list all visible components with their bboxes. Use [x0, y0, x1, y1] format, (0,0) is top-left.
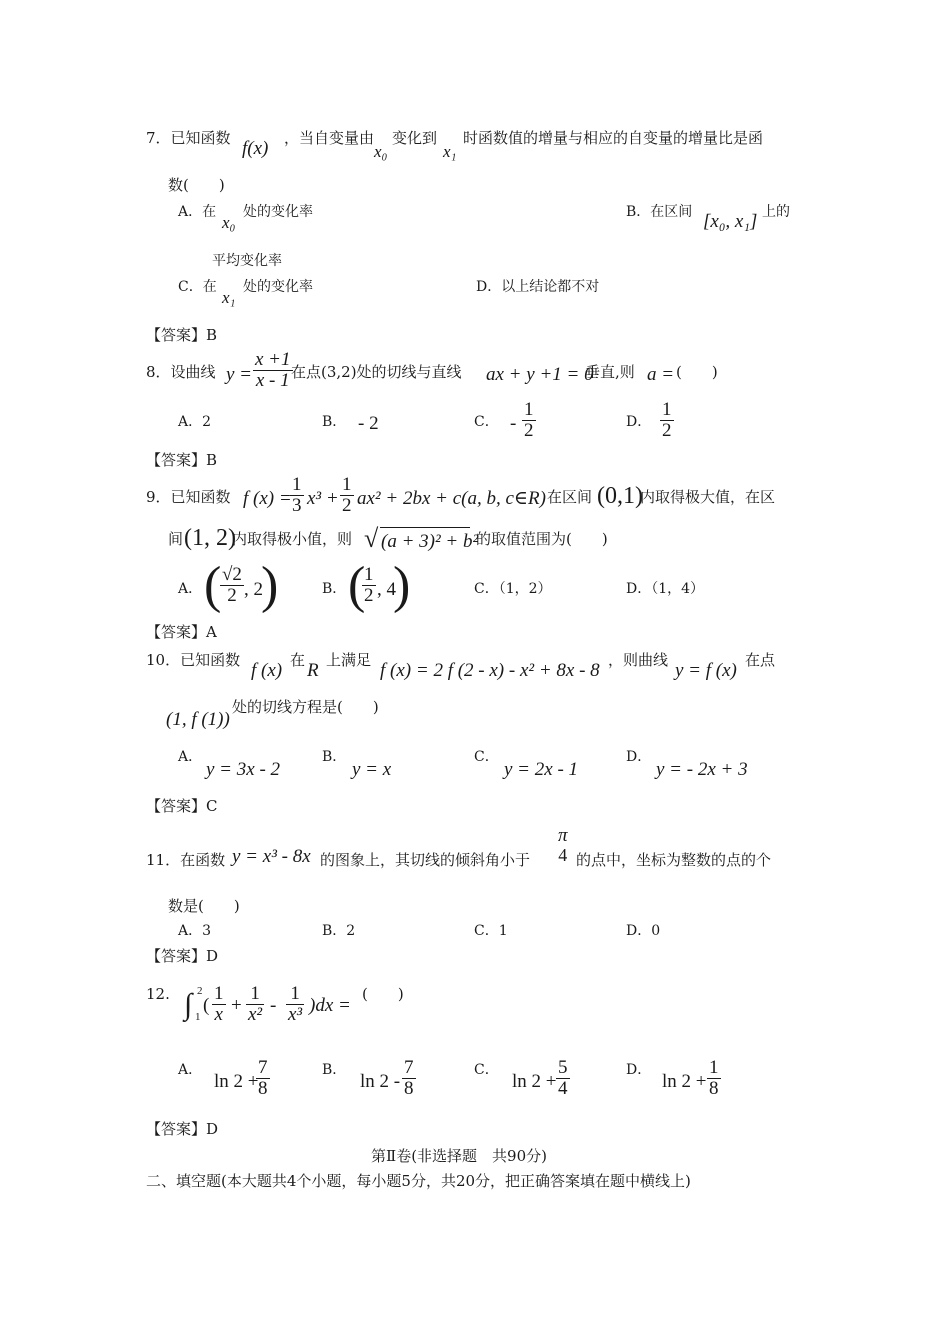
q7-option-b-interval: [x₀, x₁] [703, 211, 758, 232]
q9-option-d: D．（1，4） [626, 581, 705, 597]
q12-frac-2-den: x² [248, 1003, 263, 1025]
q7-option-a-text: 处的变化率 [243, 204, 313, 220]
q12-option-d-ln: ln 2 + [662, 1071, 707, 1092]
q10-answer: 【答案】C [146, 797, 218, 815]
q9-sqrt-bar [380, 527, 470, 528]
q8-option-d: D． [626, 414, 652, 430]
q10-stem-start: 10．已知函数 [146, 651, 241, 669]
q10-option-d: D． [626, 749, 652, 765]
q7-stem-start: 7．已知函数 [146, 129, 231, 147]
q10-text-5: 处的切线方程是( ) [232, 698, 379, 716]
q8-fraction-den: x - 1 [255, 369, 290, 391]
q9-option-a-num: √2 [222, 564, 242, 585]
q8-text-2: 垂直,则 [585, 363, 635, 381]
q9-option-a-rparen: ) [261, 557, 279, 614]
q12-minus: - [270, 995, 277, 1016]
q9-option-a: A． [178, 581, 203, 597]
q10-text-1: 在 [290, 651, 306, 669]
q12-option-c-num: 5 [558, 1057, 568, 1078]
q8-option-c-sign: - [510, 413, 517, 434]
q9-option-b-rparen: ) [393, 557, 411, 614]
q12-option-a: A． [178, 1062, 203, 1078]
q10-option-a-value: y = 3x - 2 [206, 759, 281, 780]
q7-x0: x₀ [374, 142, 388, 161]
section-2-title: 第Ⅱ卷(非选择题 共90分) [371, 1147, 547, 1165]
q10-text-2: 上满足 [326, 651, 372, 669]
q10-fx: f (x) [251, 660, 283, 681]
q9-option-b-lparen: ( [348, 557, 366, 614]
q9-rest-terms: ax² + 2bx + c(a, b, c∈R) [357, 488, 546, 509]
q11-pi-den: 4 [558, 844, 568, 865]
q11-pi-fraction [556, 826, 570, 865]
q9-option-b: B． [322, 581, 347, 597]
q7-option-b-text-2: 平均变化率 [212, 253, 282, 269]
q12-answer: 【答案】D [146, 1120, 219, 1138]
q8-option-c-num: 1 [524, 399, 534, 420]
q12-close-dx: )dx = [309, 995, 351, 1016]
q12-paren-blank: ( ) [362, 985, 404, 1003]
q10-option-b-value: y = x [352, 759, 392, 780]
q8-answer: 【答案】B [146, 451, 218, 469]
q9-frac-1-3-den: 3 [292, 494, 302, 516]
q10-point: (1, f (1)) [166, 709, 230, 730]
q12-option-d-fraction [707, 1058, 721, 1099]
q10-option-a: A． [178, 749, 203, 765]
q9-sqrt-content: (a + 3)² + b² [381, 531, 479, 552]
q12-frac-2 [246, 984, 264, 1025]
q9-option-a-lparen: ( [204, 557, 222, 614]
q12-option-c-ln: ln 2 + [512, 1071, 557, 1092]
q12-option-d-num: 1 [709, 1057, 719, 1078]
q9-stem-start: 9．已知函数 [146, 488, 231, 506]
q12-option-a-ln: ln 2 + [214, 1071, 259, 1092]
q12-option-b-fraction [402, 1058, 416, 1099]
q9-frac-1-2-num: 1 [342, 474, 352, 495]
q12-option-d: D． [626, 1062, 652, 1078]
q12-frac-3-num: 1 [290, 983, 300, 1004]
q12-option-c-den: 4 [558, 1077, 568, 1099]
q7-option-a-x0: x₀ [222, 213, 236, 232]
q8-option-c: C． [474, 414, 499, 430]
q11-option-b: B．2 [322, 923, 356, 939]
q8-fraction-num: x +1 [255, 349, 291, 370]
q12-frac-3 [286, 984, 304, 1025]
q7-option-c: C．在 [178, 279, 217, 295]
q12-option-a-den: 8 [258, 1077, 268, 1099]
q9-x3-term: x³ + [307, 488, 339, 509]
q9-option-a-den: 2 [227, 584, 237, 606]
q9-option-a-fraction [220, 565, 244, 606]
q12-option-c-fraction [556, 1058, 570, 1099]
q8-a-eq: a = [647, 364, 675, 385]
q12-option-b-ln: ln 2 - [360, 1071, 401, 1092]
q10-option-d-value: y = - 2x + 3 [656, 759, 748, 780]
q11-answer: 【答案】D [146, 947, 219, 965]
q12-upper-limit: 2 [197, 985, 203, 997]
q12-open-paren: ( [203, 995, 210, 1016]
q7-text-4: 数( ) [168, 176, 225, 194]
q8-option-c-den: 2 [524, 419, 534, 441]
q7-answer: 【答案】B [146, 326, 218, 344]
q12-frac-3-den: x³ [288, 1003, 303, 1025]
q11-stem-start: 11．在函数 [146, 851, 226, 869]
q9-frac-1-2 [340, 475, 354, 516]
q8-option-a: A．2 [178, 414, 212, 430]
q11-text-2: 的点中，坐标为整数的点的个 [576, 851, 772, 869]
q11-function: y = x³ - 8x [232, 846, 311, 867]
q8-option-b: B． [322, 414, 347, 430]
q9-option-b-rest: , 4 [377, 579, 396, 600]
q12-option-a-fraction [256, 1058, 270, 1099]
q10-option-b: B． [322, 749, 347, 765]
section-2-heading: 二、填空题(本大题共4个小题，每小题5分，共20分，把正确答案填在题中横线上) [146, 1172, 691, 1190]
q9-option-c: C．（1，2） [474, 581, 552, 597]
q9-text-1: 在区间 [547, 488, 593, 506]
q12-option-b-num: 7 [404, 1057, 414, 1078]
q9-option-b-fraction [362, 565, 376, 606]
q11-text-1: 的图象上，其切线的倾斜角小于 [320, 851, 531, 869]
q8-option-d-num: 1 [662, 399, 672, 420]
q12-option-d-den: 8 [709, 1077, 719, 1099]
q8-option-c-fraction [522, 400, 536, 441]
q10-text-4: 在点 [745, 651, 776, 669]
q11-pi-num: π [558, 825, 568, 846]
q9-option-b-den: 2 [364, 584, 374, 606]
q9-frac-1-2-den: 2 [342, 494, 352, 516]
q11-option-c: C．1 [474, 923, 508, 939]
q9-text-4: 内取得极小值，则 [232, 530, 353, 548]
q7-x1: x₁ [443, 142, 457, 161]
q9-frac-1-3 [290, 475, 304, 516]
q12-option-b: B． [322, 1062, 347, 1078]
q9-frac-1-3-num: 1 [292, 474, 302, 495]
q11-option-d: D．0 [626, 923, 661, 939]
q12-frac-1-den: x [214, 1003, 223, 1025]
q8-option-d-den: 2 [662, 419, 672, 441]
q8-text-3: ( ) [676, 363, 718, 381]
q12-integral-sign: ∫ [184, 988, 193, 1021]
q7-fx: f(x) [242, 138, 269, 159]
q12-option-c: C． [474, 1062, 499, 1078]
q7-option-a: A．在 [178, 204, 217, 220]
q9-fx-eq: f (x) = [243, 488, 292, 509]
q9-answer: 【答案】A [146, 623, 217, 641]
q12-option-a-num: 7 [258, 1057, 268, 1078]
q12-frac-1-num: 1 [214, 983, 224, 1004]
q12-number: 12. [146, 985, 170, 1003]
q9-text-5: 的取值范围为( ) [476, 530, 608, 548]
q7-option-b-text: 上的 [762, 204, 790, 220]
q7-text-2: 变化到 [392, 129, 438, 147]
q11-option-a: A．3 [178, 923, 212, 939]
q9-interval-2: (1, 2) [184, 525, 236, 551]
q10-option-c: C． [474, 749, 499, 765]
q9-text-2: 内取得极大值，在区 [640, 488, 776, 506]
q7-option-c-text: 处的变化率 [243, 279, 313, 295]
q8-option-d-fraction [660, 400, 674, 441]
q11-text-3: 数是( ) [168, 897, 240, 915]
q9-text-3: 间 [168, 530, 184, 548]
q8-line-eq: ax + y +1 = 0 [486, 364, 594, 385]
q7-text-1: ，当自变量由 [284, 129, 375, 147]
q12-plus: + [231, 995, 242, 1016]
q8-text-1: 在点(3,2)处的切线与直线 [291, 363, 462, 381]
q12-frac-2-num: 1 [250, 983, 260, 1004]
q10-text-3: ，则曲线 [608, 651, 669, 669]
q8-option-b-value: - 2 [358, 413, 379, 434]
q7-text-3: 时函数值的增量与相应的自变量的增量比是函 [463, 129, 764, 147]
q7-option-b: B．在区间 [626, 204, 693, 220]
q12-lower-limit: 1 [195, 1011, 201, 1023]
q10-option-c-value: y = 2x - 1 [504, 759, 579, 780]
q9-interval-1: (0,1) [597, 483, 643, 509]
q10-equation: f (x) = 2 f (2 - x) - x² + 8x - 8 [380, 660, 600, 681]
q9-option-b-num: 1 [364, 564, 374, 585]
q12-option-b-den: 8 [404, 1077, 414, 1099]
q9-option-a-rest: , 2 [244, 579, 263, 600]
q10-R: R [307, 660, 319, 681]
q8-fraction [253, 350, 293, 391]
q7-option-c-x1: x₁ [222, 288, 236, 307]
q8-stem-start: 8．设曲线 [146, 363, 216, 381]
q8-y-eq: y = [226, 364, 253, 385]
q9-sqrt-sign: √ [364, 524, 379, 553]
q7-option-d: D．以上结论都不对 [476, 279, 600, 295]
q12-frac-1 [212, 984, 226, 1025]
q10-curve: y = f (x) [675, 660, 737, 681]
